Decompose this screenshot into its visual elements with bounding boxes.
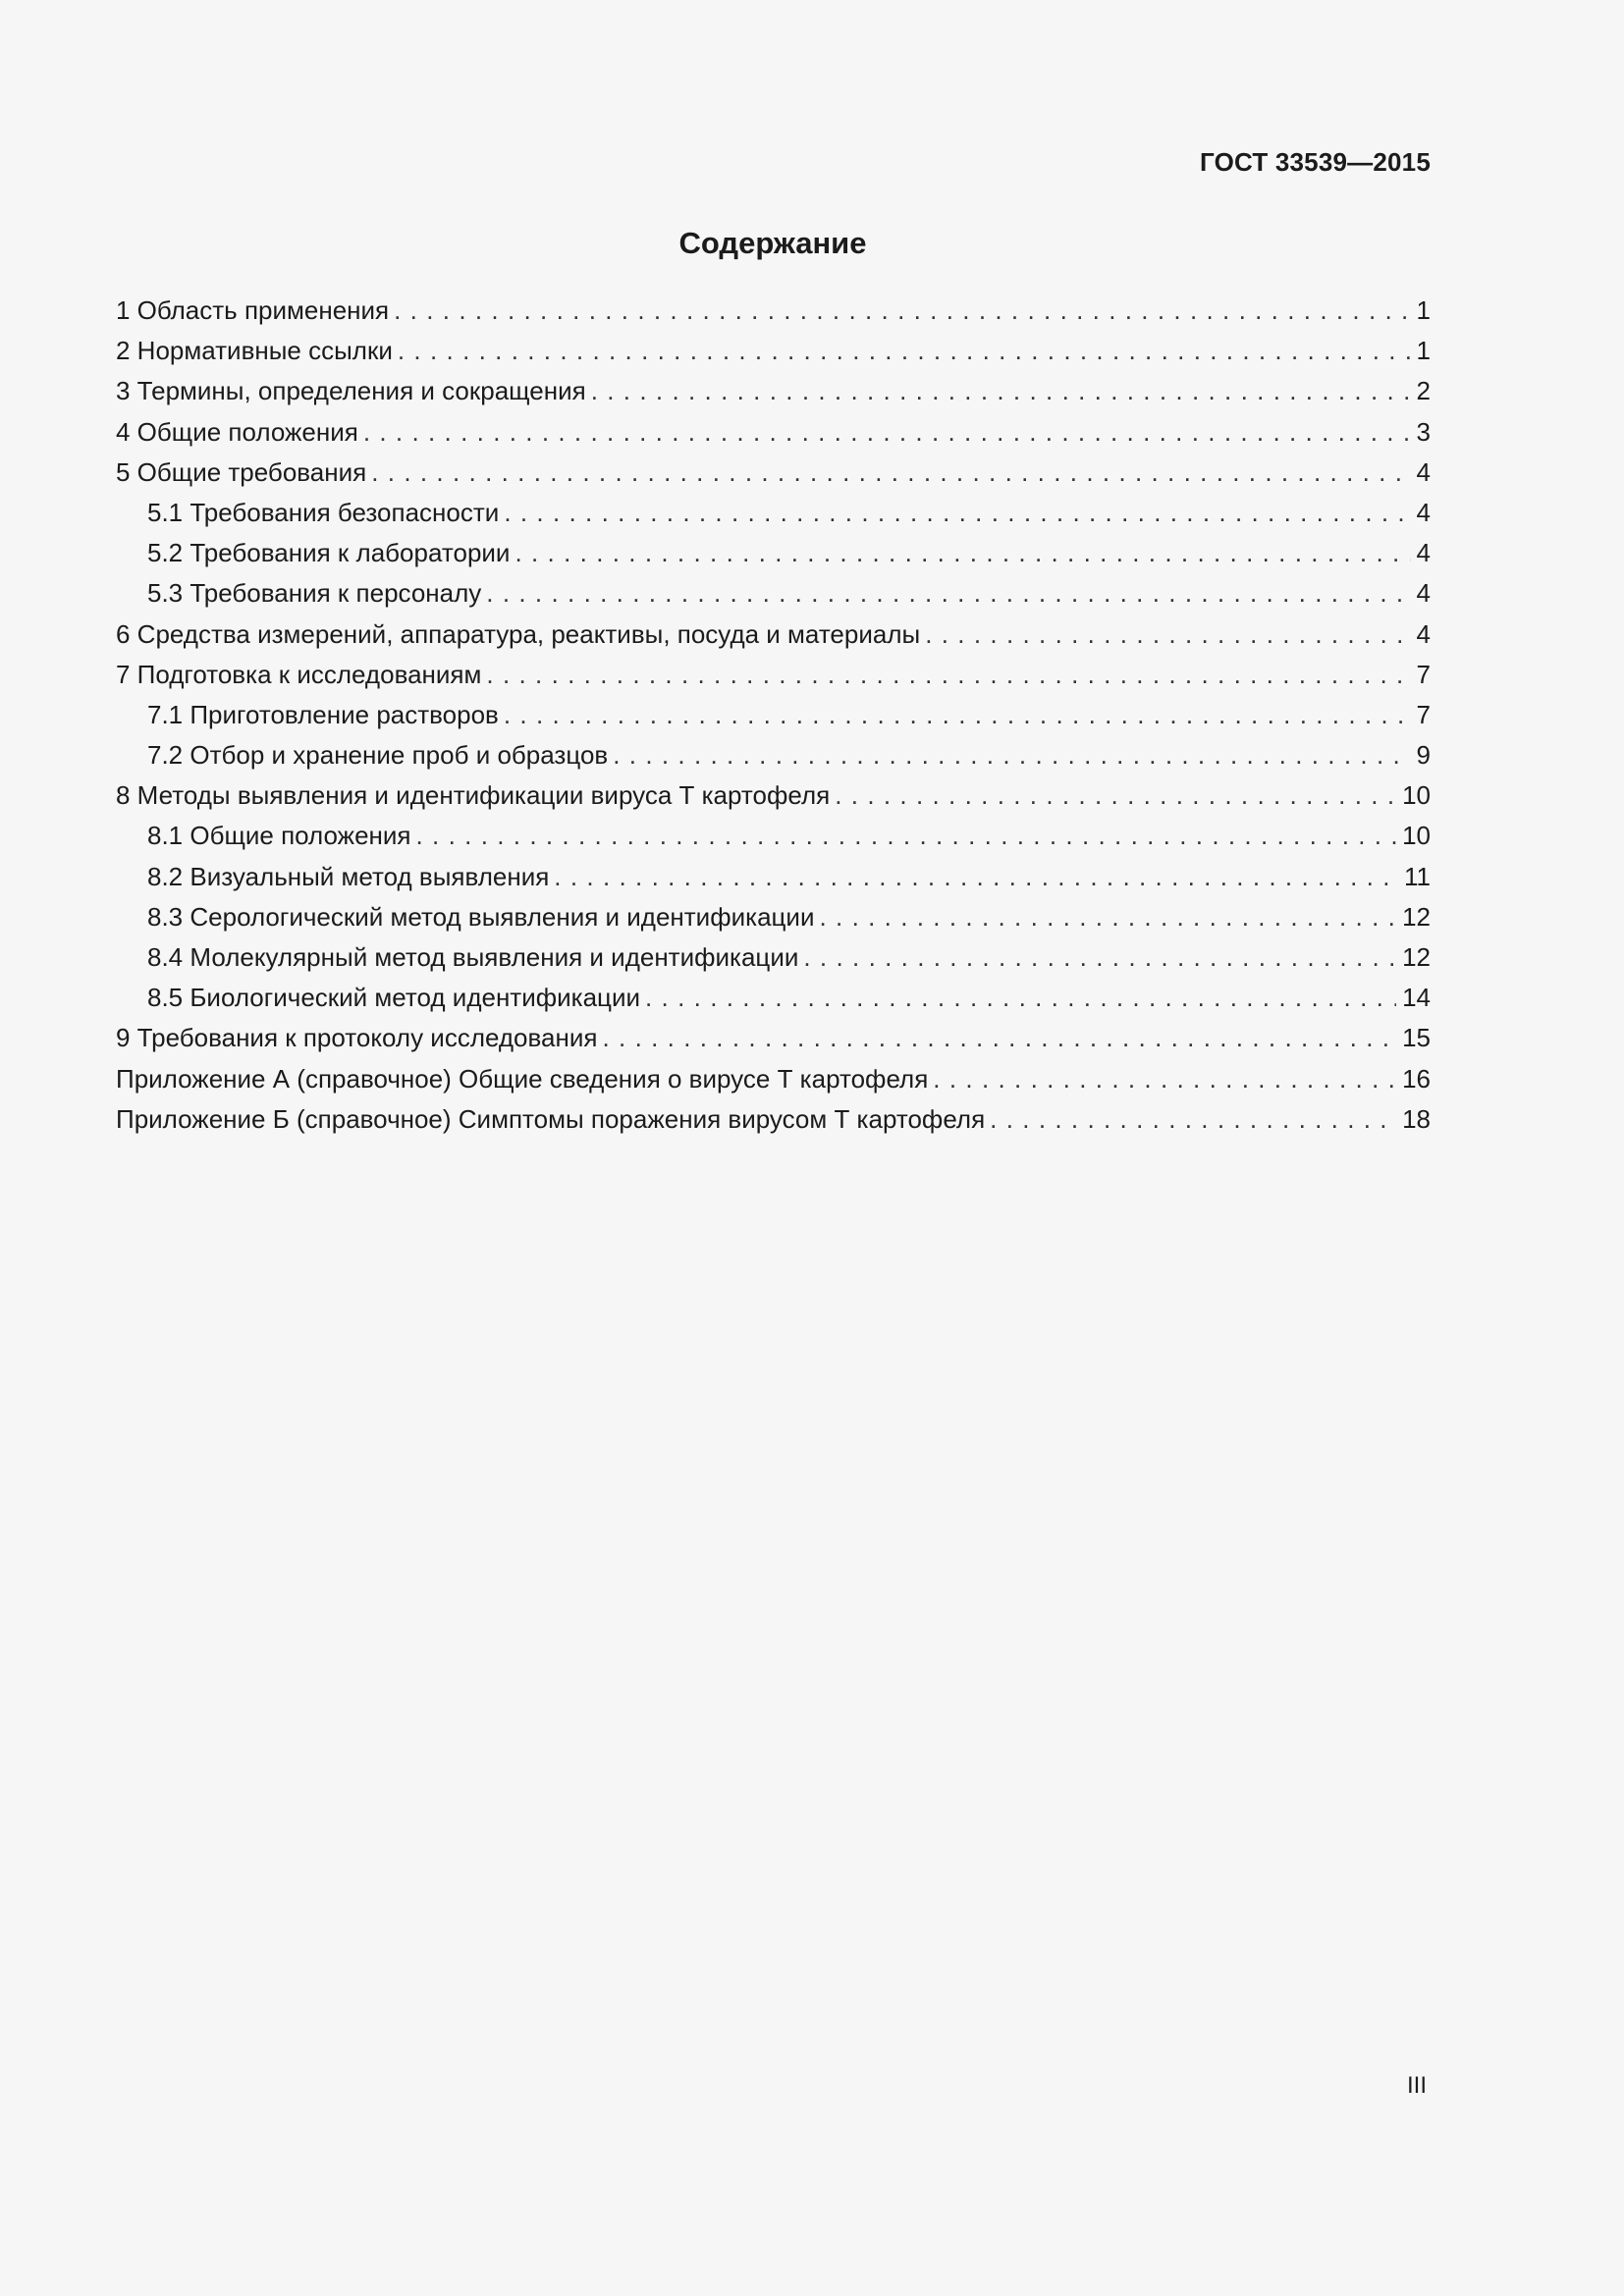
toc-dot-leader [504, 493, 1410, 533]
toc-dot-leader [925, 614, 1410, 655]
toc-dot-leader [602, 1018, 1396, 1058]
document-code: ГОСТ 33539—2015 [1200, 147, 1431, 177]
toc-entry[interactable] [116, 412, 1431, 453]
toc-entry[interactable] [116, 614, 1431, 655]
toc-dot-leader [819, 897, 1396, 937]
toc-entry-page: 7 [1416, 659, 1431, 689]
toc-entry[interactable] [116, 291, 1431, 331]
toc-entry[interactable] [116, 331, 1431, 371]
toc-entry-page: 4 [1416, 538, 1431, 568]
toc-entry-page: 4 [1416, 618, 1431, 649]
toc-entry-page: 18 [1402, 1103, 1431, 1134]
toc-entry[interactable] [116, 897, 1431, 937]
toc-entry-page: 4 [1416, 578, 1431, 609]
toc-entry-title: 8.5 Биологический метод идентификации [147, 983, 640, 1013]
toc-entry-title: 8.1 Общие положения [147, 821, 411, 851]
toc-entry[interactable] [116, 735, 1431, 775]
toc-entry[interactable] [116, 573, 1431, 614]
toc-entry[interactable] [116, 453, 1431, 493]
toc-dot-leader [514, 533, 1410, 573]
toc-dot-leader [486, 573, 1410, 614]
toc-dot-leader [504, 695, 1411, 735]
toc-dot-leader [486, 655, 1410, 695]
toc-entry-page: 10 [1402, 780, 1431, 811]
table-of-contents [116, 291, 1431, 1140]
toc-dot-leader [645, 978, 1396, 1018]
toc-entry-title: 7 Подготовка к исследованиям [116, 659, 482, 689]
toc-entry-title: 5 Общие требования [116, 456, 367, 487]
toc-entry-title: 2 Нормативные ссылки [116, 336, 393, 366]
toc-entry-page: 4 [1416, 497, 1431, 527]
toc-dot-leader [591, 371, 1411, 411]
toc-dot-leader [398, 331, 1411, 371]
toc-entry[interactable] [116, 695, 1431, 735]
toc-entry-title: 5.3 Требования к персоналу [147, 578, 482, 609]
toc-entry-title: 3 Термины, определения и сокращения [116, 376, 586, 406]
toc-entry[interactable] [116, 857, 1431, 897]
toc-entry-page: 16 [1402, 1063, 1431, 1094]
toc-entry-page: 3 [1416, 416, 1431, 447]
toc-entry[interactable] [116, 775, 1431, 816]
page-number: III [1406, 2072, 1427, 2099]
toc-entry-title: 7.1 Приготовление растворов [147, 699, 499, 729]
toc-entry[interactable] [116, 1099, 1431, 1140]
toc-entry[interactable] [116, 493, 1431, 533]
toc-entry-page: 15 [1402, 1023, 1431, 1053]
toc-entry-title: 6 Средства измерений, аппаратура, реактивы, посуда и материалы [116, 618, 921, 649]
toc-dot-leader [363, 412, 1411, 453]
toc-entry-page: 12 [1402, 901, 1431, 932]
toc-entry[interactable] [116, 1018, 1431, 1058]
toc-entry-title: Приложение Б (справочное) Симптомы поражения вирусом Т картофеля [116, 1103, 986, 1134]
toc-dot-leader [990, 1099, 1396, 1140]
toc-dot-leader [416, 816, 1397, 856]
toc-entry-title: 5.2 Требования к лаборатории [147, 538, 511, 568]
toc-dot-leader [371, 453, 1410, 493]
toc-entry-title: 1 Область применения [116, 295, 390, 325]
toc-entry-page: 1 [1416, 336, 1431, 366]
toc-entry-title: 8.4 Молекулярный метод выявления и идентификации [147, 942, 799, 972]
toc-entry-page: 10 [1402, 821, 1431, 851]
toc-entry-title: 8.2 Визуальный метод выявления [147, 861, 550, 891]
toc-entry[interactable] [116, 937, 1431, 978]
toc-dot-leader [835, 775, 1396, 816]
toc-entry[interactable] [116, 816, 1431, 856]
toc-entry[interactable] [116, 371, 1431, 411]
toc-entry-title: 8 Методы выявления и идентификации вируса Т картофеля [116, 780, 831, 811]
toc-entry-title: 8.3 Серологический метод выявления и идентификации [147, 901, 815, 932]
toc-dot-leader [554, 857, 1398, 897]
toc-dot-leader [394, 291, 1410, 331]
toc-entry-page: 12 [1402, 942, 1431, 972]
toc-entry[interactable] [116, 533, 1431, 573]
toc-entry-page: 1 [1416, 295, 1431, 325]
toc-entry-title: Приложение А (справочное) Общие сведения о вирусе Т картофеля [116, 1063, 929, 1094]
toc-entry[interactable] [116, 1059, 1431, 1099]
toc-entry[interactable] [116, 655, 1431, 695]
toc-entry-page: 4 [1416, 456, 1431, 487]
toc-dot-leader [613, 735, 1410, 775]
toc-entry-title: 5.1 Требования безопасности [147, 497, 500, 527]
toc-entry-title: 7.2 Отбор и хранение проб и образцов [147, 740, 609, 771]
toc-entry-page: 2 [1416, 376, 1431, 406]
toc-title: Содержание [678, 226, 867, 260]
toc-entry-title: 9 Требования к протоколу исследования [116, 1023, 598, 1053]
toc-entry-page: 7 [1416, 699, 1431, 729]
toc-entry[interactable] [116, 978, 1431, 1018]
toc-dot-leader [933, 1059, 1396, 1099]
toc-entry-title: 4 Общие положения [116, 416, 358, 447]
toc-entry-page: 11 [1404, 861, 1431, 891]
toc-dot-leader [803, 937, 1396, 978]
toc-entry-page: 14 [1402, 983, 1431, 1013]
toc-entry-page: 9 [1416, 740, 1431, 771]
